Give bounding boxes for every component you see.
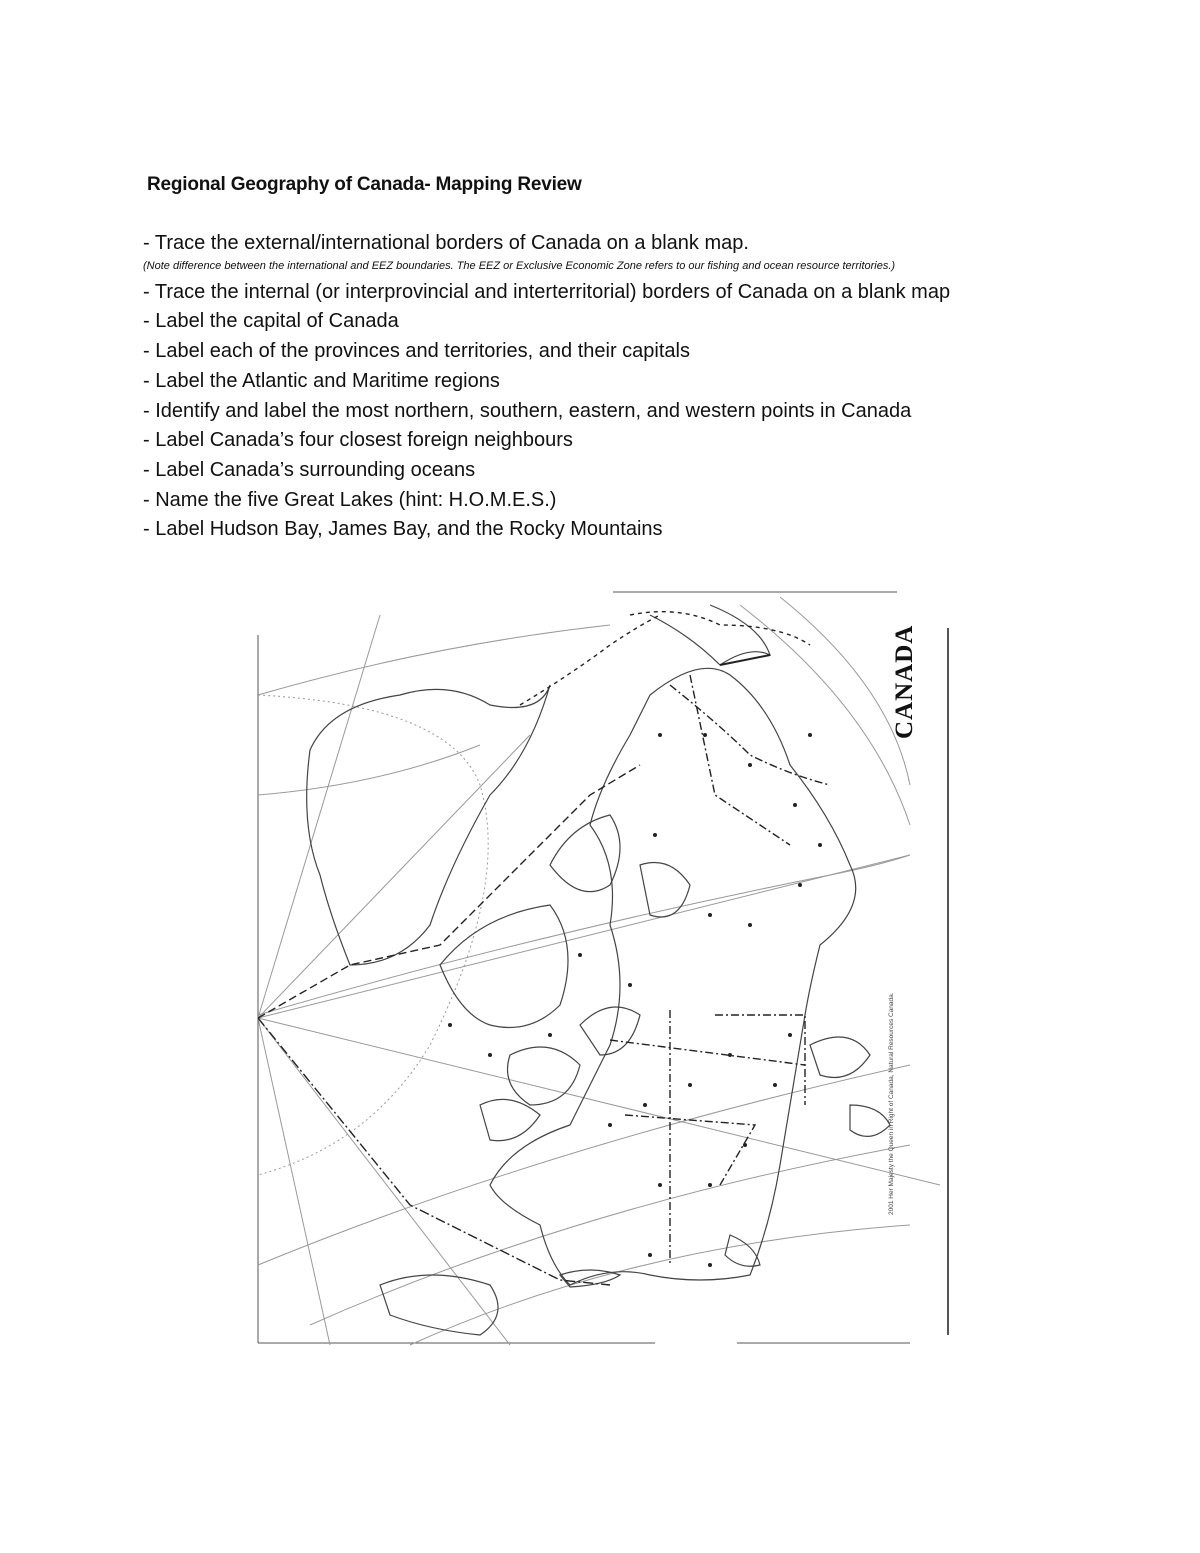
task-item: - Label the capital of Canada <box>143 310 399 333</box>
canada-blank-map <box>250 585 960 1350</box>
task-list <box>143 229 1043 545</box>
task-item: - Label Canada’s surrounding oceans <box>143 458 476 481</box>
map-title-text: CANADA <box>891 624 918 739</box>
page-title: Regional Geography of Canada- Mapping Review <box>147 174 582 195</box>
task-item: - Trace the external/international borders of Canada on a blank map. <box>143 232 749 254</box>
map-credit: 2001 Her Majesty the Queen in Right of Canada, Natural Resources Canada. <box>888 992 895 1215</box>
task-item: - Identify and label the most northern, southern, eastern, and western points in Canada <box>143 399 912 422</box>
task-item: - Label Hudson Bay, James Bay, and the Rocky Mountains <box>143 518 663 541</box>
map-title <box>872 624 932 742</box>
eez-note: (Note difference between the international and EEZ boundaries. The EEZ or Exclusive Economic Zone refers to our fishing and ocean resource territories.) <box>143 259 896 272</box>
task-item: - Trace the internal (or interprovincial and interterritorial) borders of Canada on a blank map <box>143 280 951 303</box>
map-drawing <box>250 585 960 1350</box>
task-item: - Name the five Great Lakes (hint: H.O.M.E.S.) <box>143 488 557 511</box>
task-item: - Label the Atlantic and Maritime regions <box>143 369 500 392</box>
task-item: - Label each of the provinces and territories, and their capitals <box>143 340 690 363</box>
task-item: - Label Canada’s four closest foreign neighbours <box>143 429 573 452</box>
